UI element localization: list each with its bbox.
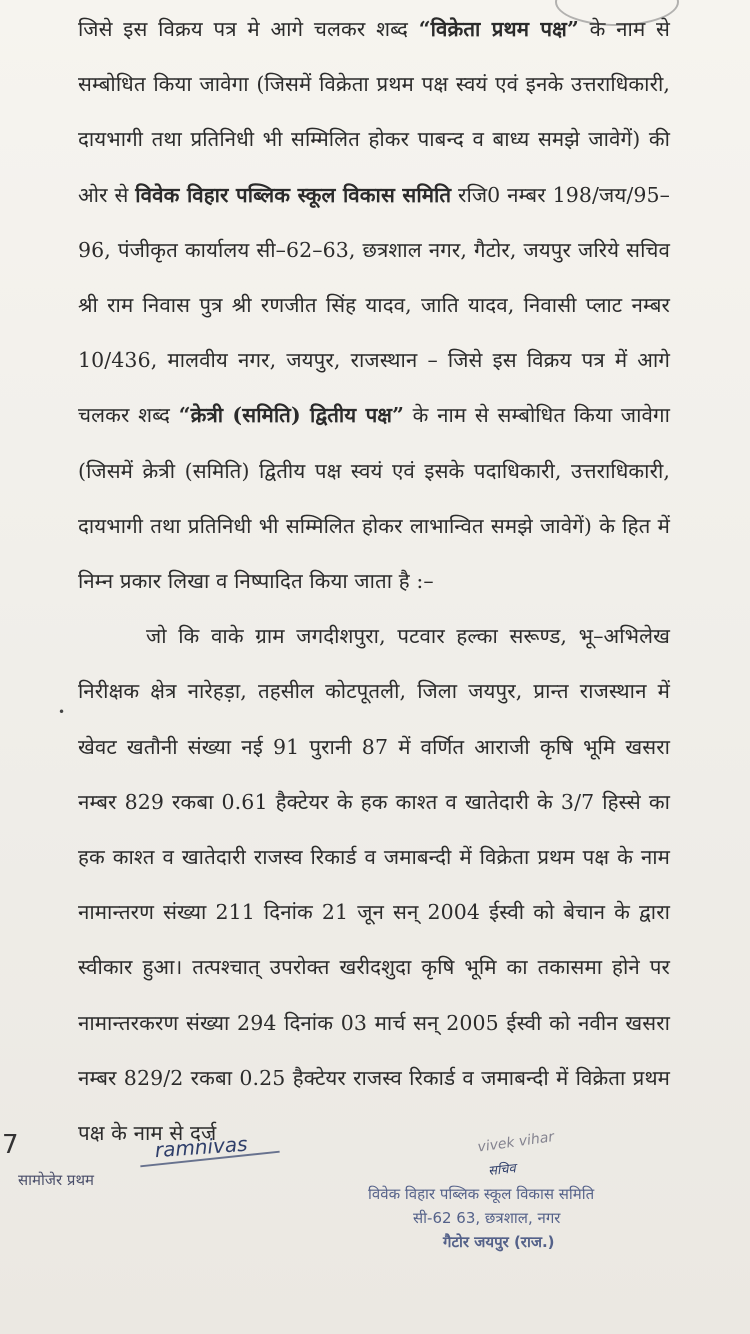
margin-dot: • bbox=[58, 705, 66, 719]
text-segment: रजि0 नम्बर 198/जय/95–96, पंजीकृत कार्यालय सी–62–63, छत्रशाल नगर, गैटोर, जयपुर जरिये सचिव श्री राम निवास पुत्र श्री रणजीत सिंह यादव, जाति यादव, निवासी प्लाट नम्बर 10/436, मालवीय नगर, जयपुर, राजस्थान – जिसे इस विक्रय पत्र में आगे चलकर शब्द bbox=[78, 182, 670, 428]
margin-number: 7 bbox=[2, 1130, 19, 1160]
stamp-line-3: गैटोर जयपुर (राज.) bbox=[443, 1233, 555, 1251]
stamp-line-1: विवेक विहार पब्लिक स्कूल विकास समिति bbox=[368, 1185, 595, 1203]
stamp-line-2: सी-62 63, छत्रशाल, नगर bbox=[413, 1209, 561, 1227]
paragraph-land-details: जो कि वाके ग्राम जगदीशपुरा, पटवार हल्का सरूण्ड, भू–अभिलेख निरीक्षक क्षेत्र नारेहड़ा, तहसील कोटपूतली, जिला जयपुर, प्रान्त राजस्थान में खेवट खतौनी संख्या नई 91 पुरानी 87 में वर्णित आराजी कृषि भूमि खसरा नम्बर 829 रकबा 0.61 हैक्टेयर के हक काश्त व खातेदारी के 3/7 हिस्से का हक काश्त व खातेदारी राजस्व रिकार्ड व जमाबन्दी में विक्रेता प्रथम पक्ष के नाम नामान्तरण संख्या 211 दिनांक 21 जून सन् 2004 ईस्वी को बेचान के द्वारा स्वीकार हुआ। तत्पश्चात् उपरोक्त खरीदशुदा कृषि भूमि का तकासमा होने पर नामान्तरकरण संख्या 294 दिनांक 03 मार्च सन् 2005 ईस्वी को नवीन खसरा नम्बर 829/2 रकबा 0.25 हैक्टेयर राजस्व रिकार्ड व जमाबन्दी में विक्रेता प्रथम पक्ष के नाम से दर्ज bbox=[78, 624, 670, 1146]
deed-body bbox=[78, 2, 670, 1161]
margin-note: सामोजेर प्रथम bbox=[18, 1171, 95, 1189]
text-segment: जिसे इस विक्रय पत्र मे आगे चलकर शब्द bbox=[78, 17, 419, 41]
term-buyer: “क्रेत्री (समिति) द्वितीय पक्ष” bbox=[178, 403, 404, 428]
paragraph-parties bbox=[78, 2, 670, 609]
seller-signature: ramnivas bbox=[154, 1131, 249, 1163]
secretary-signature: vivek vihar bbox=[476, 1129, 556, 1156]
term-seller: “विक्रेता प्रथम पक्ष” bbox=[418, 17, 579, 41]
secretary-initials: सचिव bbox=[487, 1161, 517, 1180]
organization-stamp bbox=[368, 1182, 678, 1254]
text-segment: के नाम से सम्बोधित किया जावेगा (जिसमें विक्रेता प्रथम पक्ष स्वयं एवं इनके उत्तराधिकारी, दायभागी तथा प्रतिनिधी भी सम्मिलित होकर पाबन्द व बाध्य समझे जावेगें) की ओर से bbox=[78, 17, 671, 207]
text-segment: के नाम से सम्बोधित किया जावेगा (जिसमें क्रेत्री (समिति) द्वितीय पक्ष स्वयं एवं इसके पदाधिकारी, उत्तराधिकारी, दायभागी तथा प्रतिनिधी भी सम्मिलित होकर लाभान्वित समझे जावेगें) के हित में निम्न प्रकार लिखा व निष्पादित किया जाता है :– bbox=[78, 403, 670, 594]
buyer-organization-name: विवेक विहार पब्लिक स्कूल विकास समिति bbox=[135, 182, 452, 207]
